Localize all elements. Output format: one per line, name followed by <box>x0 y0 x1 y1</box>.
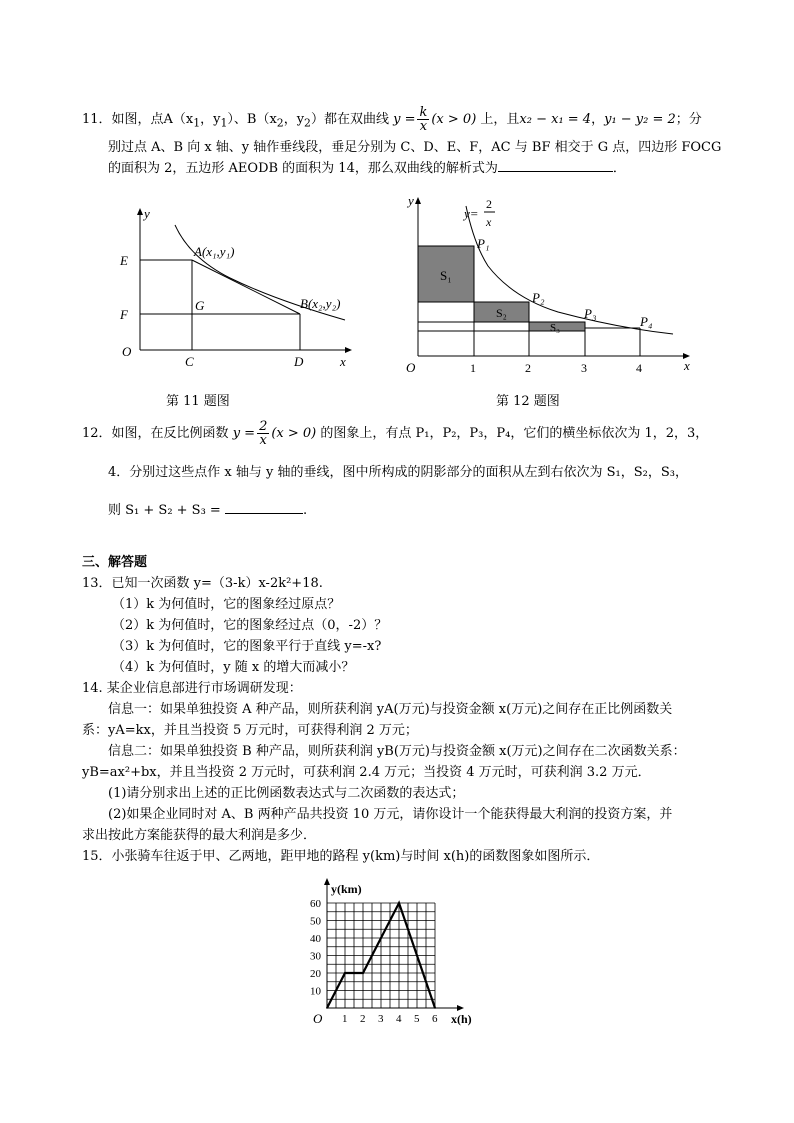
q14-sub2-b: 求出按此方案能获得的最大利润是多少． <box>82 828 317 843</box>
q11-eq-y: y = <box>393 112 416 127</box>
q12-answer-blank[interactable] <box>225 513 303 514</box>
chart15-x-tick-6: 6 <box>432 1013 438 1025</box>
fig11-line-AB <box>192 260 300 314</box>
fig11-A: A(x₁,y₁) <box>194 244 235 259</box>
fig11-E: E <box>120 253 128 268</box>
chart15-x-tick-5: 5 <box>414 1013 420 1025</box>
fig11-caption: 第 11 题图 <box>166 394 230 409</box>
q13-item-1: （1）k 为何值时，它的图象经过原点？ <box>112 597 341 612</box>
chart15-y-tick-60: 60 <box>310 898 321 910</box>
figure-12 <box>398 186 698 376</box>
section3-title: 三、解答题 <box>82 555 148 570</box>
q11-diff-x: x₂ − x₁ = 4 <box>519 112 592 127</box>
fig12-x-label: x <box>684 358 690 373</box>
chart15-y-tick-30: 30 <box>310 950 321 963</box>
q14-sub1: (1)请分别求出上述的正比例函数表达式与二次函数的表达式； <box>108 786 465 801</box>
q12-line1: 12．如图，在反比例函数 y = $\frac{2}{x}$ (x > 0) 的图象上，有点 P₁，P₂，P₃，P₄，它们的横坐标依次为 1，2，3， <box>82 419 709 448</box>
fig11-y-label: y <box>144 206 150 221</box>
q12-line2: 4．分别过这些点作 x 轴与 y 轴的垂线，图中所构成的阴影部分的面积从左到右依次为 S₁，S₂，S₃， <box>108 465 688 480</box>
fig11-G: G <box>195 298 205 313</box>
q11-diff-y: y₁ − y₂ = 2 <box>604 112 676 127</box>
q13-stem: 13．已知一次函数 y=（3-k）x-2k²+18. <box>82 576 323 591</box>
fig11-x-arrow <box>345 347 352 353</box>
fig11-F: F <box>120 307 128 322</box>
chart15-point-4 <box>434 1007 436 1009</box>
chart15-point-0 <box>326 1007 328 1009</box>
chart15-y-tick-20: 20 <box>310 968 321 980</box>
fig12-func-den: x <box>486 215 492 229</box>
q12-line3: 则 S₁ + S₂ + S₃ = . <box>108 503 308 518</box>
fig12-P1: P₁ <box>477 236 490 251</box>
figure-15-chart <box>300 870 510 1030</box>
q12-fraction: $\frac{2}{x}$ <box>259 419 268 448</box>
q14-stem: 14. 某企业信息部进行市场调研发现： <box>82 681 302 696</box>
q14-info1-a: 信息一：如果单独投资 A 种产品，则所获利润 yA(万元)与投资金额 x(万元)之间存在正比例函数关 <box>108 702 673 717</box>
fig12-P3: P₃ <box>584 306 597 321</box>
fig12-func-num: 2 <box>486 197 492 211</box>
q13-item-3: （3）k 为何值时，它的图象平行于直线 y=-x? <box>112 639 382 654</box>
q14-info1-b: 系：yA=kx，并且当投资 5 万元时，可获得利润 2 万元； <box>82 723 418 738</box>
chart15-x-tick-2: 2 <box>360 1013 366 1025</box>
fig12-origin: O <box>406 360 416 375</box>
fig12-S3: S₃ <box>550 322 560 334</box>
fig12-y-label: y <box>408 193 414 208</box>
fig12-tick-2: 2 <box>525 361 531 375</box>
fig12-func-y: y= <box>464 206 479 221</box>
q11-line3: 的面积为 2，五边形 AEODB 的面积为 14，那么双曲线的解析式为 ． <box>108 161 626 176</box>
fig11-C: C <box>185 354 194 369</box>
q14-info2-a: 信息二：如果单独投资 B 种产品，则所获利润 yB(万元)与投资金额 x(万元)之间存在二次函数关系： <box>108 744 686 759</box>
q13-item-4: （4）k 为何值时，y 随 x 的增大而减小？ <box>112 660 355 675</box>
chart15-y-tick-40: 40 <box>310 933 321 945</box>
fig11-origin: O <box>122 344 132 359</box>
q14-info2-b: yB=ax²+bx，并且当投资 2 万元时，可获利润 2.4 万元；当投资 4 万元时，可获利润 3.2 万元． <box>82 765 651 780</box>
chart15-x-tick-3: 3 <box>378 1013 384 1025</box>
chart15-y-tick-10: 10 <box>310 985 321 998</box>
chart15-x-tick-4: 4 <box>396 1013 402 1025</box>
fig11-B: B(x₂,y₂) <box>300 296 341 311</box>
q13-item-2: （2）k 为何值时，它的图象经过点（0，-2）？ <box>112 618 388 633</box>
chart15-grid <box>327 903 435 1008</box>
chart15-y-arrow <box>324 878 330 885</box>
fig11-D: D <box>294 354 304 369</box>
chart15-point-3 <box>398 902 400 904</box>
q11-line2: 别过点 A、B 向 x 轴、y 轴作垂线段，垂足分别为 C、D、E、F，AC 与 BF 相交于 G 点，四边形 FOCG <box>108 140 722 155</box>
fig11-y-arrow <box>137 208 143 215</box>
figure-11 <box>110 200 370 370</box>
chart15-point-2 <box>362 972 364 974</box>
fig12-P4: P₄ <box>640 314 653 329</box>
fig12-y-arrow <box>415 197 421 204</box>
fig12-S2: S₂ <box>496 306 507 320</box>
fig12-P2: P₂ <box>532 290 545 305</box>
q15-stem: 15．小张骑车往返于甲、乙两地，距甲地的路程 y(km)与时间 x(h)的函数图象如图所示． <box>82 849 600 864</box>
fig12-tick-1: 1 <box>470 361 476 375</box>
chart15-x-label: x(h) <box>451 1012 472 1026</box>
chart15-y-tick-50: 50 <box>310 915 321 928</box>
fig12-caption: 第 12 题图 <box>496 394 560 409</box>
fig12-tick-3: 3 <box>581 361 587 375</box>
fig12-S1: S₁ <box>440 268 452 283</box>
chart15-x-tick-1: 1 <box>342 1013 348 1025</box>
fig11-x-label: x <box>340 354 346 369</box>
q14-sub2-a: (2)如果企业同时对 A、B 两种产品共投资 10 万元，请你设计一个能获得最大利润的投资方案，并 <box>108 807 673 822</box>
q11-fraction: $\frac{k}{x}$ <box>419 105 428 134</box>
chart15-point-1 <box>344 972 346 974</box>
chart15-y-label: y(km) <box>331 882 362 896</box>
q11-answer-blank[interactable] <box>498 171 613 172</box>
chart15-x-arrow <box>457 1005 464 1011</box>
chart15-origin: O <box>313 1011 323 1026</box>
q11-line1: 11．如图，点$A(x_1$，$y_1$）、$B(x_2$，$y_2$）都在双曲线 y = $\frac{k}{x}$ (x > 0) 上，且x₂ − x₁ = 4，y₁ − y₂ = 2；分 <box>82 105 702 134</box>
fig12-tick-4: 4 <box>636 361 642 375</box>
